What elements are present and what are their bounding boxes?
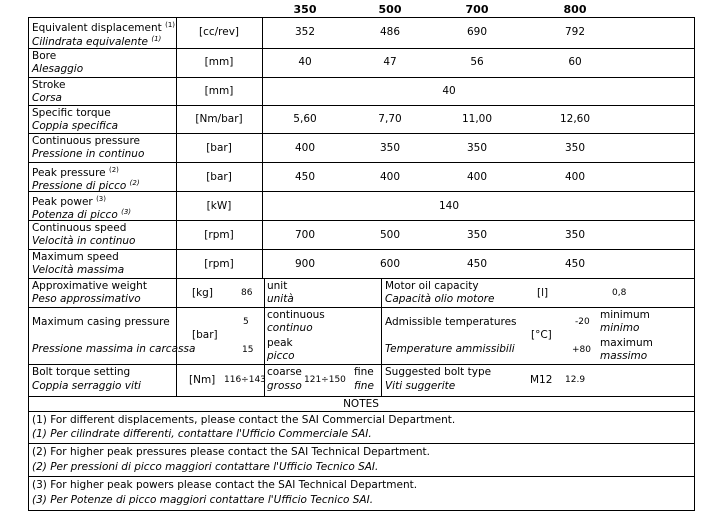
notes-title: NOTES bbox=[343, 398, 379, 410]
casing-continuous-label: continuous bbox=[267, 309, 325, 321]
col-header-800: 800 bbox=[563, 3, 587, 16]
col-line bbox=[262, 17, 263, 279]
casing-peak-value: 15 bbox=[242, 345, 254, 355]
col-line bbox=[176, 17, 177, 396]
unit-cell: [mm] bbox=[204, 85, 234, 97]
note-2: (2) For higher peak pressures please contact the SAI Technical Department. bbox=[32, 446, 430, 458]
value-cell: 690 bbox=[466, 26, 488, 38]
casing-peak-label: peak bbox=[267, 337, 293, 349]
bolt-coarse-value: 116÷143 bbox=[224, 375, 266, 385]
row-label-displacement-it bbox=[32, 33, 161, 49]
value-cell: 350 bbox=[564, 142, 586, 154]
casing-continuous-label-it: continuo bbox=[267, 322, 313, 334]
row-line bbox=[28, 162, 694, 163]
note-2-it: (2) Per pressioni di picco maggiori contattare l'Ufficio Tecnico SAI. bbox=[32, 461, 379, 473]
row-label-continuous-pressure: Continuous pressure bbox=[32, 135, 140, 147]
suggested-bolt-label-it: Viti suggerite bbox=[385, 380, 456, 392]
footnote-ref: (2) bbox=[108, 166, 119, 174]
table-bottom-line bbox=[28, 510, 694, 511]
unit-cell: [mm] bbox=[204, 56, 234, 68]
value-cell: 400 bbox=[294, 142, 316, 154]
note-1-it: (1) Per cilindrate differenti, contattare l'Ufficio Commerciale SAI. bbox=[32, 428, 372, 440]
label-it: Pressione di picco bbox=[32, 180, 127, 192]
table-left-border bbox=[28, 17, 29, 511]
row-label-bore: Bore bbox=[32, 50, 57, 62]
row-label-bolt-torque-it: Coppia serraggio viti bbox=[32, 380, 141, 392]
oil-capacity-label-it: Capacità olio motore bbox=[385, 293, 495, 305]
row-label-peak-power-it bbox=[32, 206, 131, 222]
row-line bbox=[28, 278, 694, 279]
row-label-continuous-pressure-it: Pressione in continuo bbox=[32, 148, 145, 160]
footnote-ref: (3) bbox=[96, 195, 106, 203]
temperature-label: Admissible temperatures bbox=[385, 316, 517, 328]
row-label-bore-it: Alesaggio bbox=[32, 63, 84, 75]
unit-cell: [bar] bbox=[192, 329, 218, 341]
row-label-weight: Approximative weight bbox=[32, 280, 147, 292]
value-cell: 60 bbox=[568, 56, 582, 68]
unit-cell: [Nm] bbox=[189, 374, 216, 386]
unit-cell: [cc/rev] bbox=[198, 26, 240, 38]
value-cell: 350 bbox=[466, 229, 488, 241]
row-line bbox=[28, 105, 694, 106]
value-cell: 350 bbox=[379, 142, 401, 154]
value-cell: 56 bbox=[470, 56, 484, 68]
footnote-ref: (1) bbox=[165, 21, 176, 29]
unit-cell: [rpm] bbox=[204, 229, 234, 241]
value-cell: 400 bbox=[379, 171, 401, 183]
value-cell: 486 bbox=[379, 26, 401, 38]
footnote-ref: (2) bbox=[129, 179, 140, 187]
row-line bbox=[28, 249, 694, 250]
col-header-350: 350 bbox=[293, 3, 317, 16]
col-line bbox=[381, 278, 382, 396]
unit-cell: [kg] bbox=[192, 287, 213, 299]
value-cell: 352 bbox=[294, 26, 316, 38]
oil-capacity-unit: [l] bbox=[537, 287, 549, 299]
value-cell: 900 bbox=[294, 258, 316, 270]
temperature-unit: [°C] bbox=[531, 329, 552, 341]
value-cell-merged: 140 bbox=[438, 200, 460, 212]
value-cell: 400 bbox=[466, 171, 488, 183]
value-cell: 450 bbox=[294, 171, 316, 183]
value-cell: 792 bbox=[564, 26, 586, 38]
row-label-weight-it: Peso approssimativo bbox=[32, 293, 141, 305]
value-cell: 47 bbox=[383, 56, 397, 68]
note-1: (1) For different displacements, please contact the SAI Commercial Department. bbox=[32, 414, 456, 426]
casing-continuous-value: 5 bbox=[243, 317, 249, 327]
temperature-min-label: minimum bbox=[600, 309, 650, 321]
temperature-min-label-it: minimo bbox=[600, 322, 640, 334]
table-top-line bbox=[28, 17, 694, 18]
oil-capacity-label: Motor oil capacity bbox=[385, 280, 479, 292]
row-label-casing-pressure-it: Pressione massima in carcassa bbox=[32, 343, 196, 355]
row-label-continuous-speed: Continuous speed bbox=[32, 222, 127, 234]
temperature-min-value: -20 bbox=[575, 317, 590, 327]
suggested-bolt-grade: 12.9 bbox=[565, 375, 586, 385]
row-label-bolt-torque: Bolt torque setting bbox=[32, 366, 131, 378]
row-line bbox=[28, 77, 694, 78]
bolt-fine-label-it: fine bbox=[354, 380, 374, 392]
row-line bbox=[28, 364, 694, 365]
unit-cell: [bar] bbox=[206, 142, 232, 154]
temperature-max-label: maximum bbox=[600, 337, 653, 349]
table-right-border bbox=[694, 17, 695, 511]
oil-capacity-value: 0,8 bbox=[612, 288, 627, 298]
row-line bbox=[28, 443, 694, 444]
bolt-coarse-label-it: grosso bbox=[267, 380, 302, 392]
unit-cell: [bar] bbox=[206, 171, 232, 183]
weight-unit-note-it: unità bbox=[267, 293, 294, 305]
row-line bbox=[28, 307, 694, 308]
row-line bbox=[28, 411, 694, 412]
value-cell: 450 bbox=[564, 258, 586, 270]
value-cell: 450 bbox=[466, 258, 488, 270]
row-label-continuous-speed-it: Velocità in continuo bbox=[32, 235, 136, 247]
casing-peak-label-it: picco bbox=[267, 350, 295, 362]
row-label-torque-it: Coppia specifica bbox=[32, 120, 119, 132]
row-label-max-speed: Maximum speed bbox=[32, 251, 119, 263]
label-en: Equivalent displacement bbox=[32, 22, 162, 34]
value-cell: 400 bbox=[564, 171, 586, 183]
weight-unit-note: unit bbox=[267, 280, 288, 292]
row-label-torque: Specific torque bbox=[32, 107, 111, 119]
row-label-casing-pressure: Maximum casing pressure bbox=[32, 316, 170, 328]
value-cell: 7,70 bbox=[378, 113, 402, 125]
weight-value: 86 bbox=[241, 288, 253, 298]
value-cell: 5,60 bbox=[293, 113, 317, 125]
row-line bbox=[28, 133, 694, 134]
row-line bbox=[28, 396, 694, 397]
row-label-stroke: Stroke bbox=[32, 79, 66, 91]
value-cell: 12,60 bbox=[559, 113, 591, 125]
row-label-stroke-it: Corsa bbox=[32, 92, 62, 104]
row-line bbox=[28, 476, 694, 477]
col-header-700: 700 bbox=[465, 3, 489, 16]
bolt-fine-value: 121÷150 bbox=[304, 375, 346, 385]
bolt-fine-label: fine bbox=[354, 366, 374, 378]
col-header-500: 500 bbox=[378, 3, 402, 16]
value-cell: 350 bbox=[564, 229, 586, 241]
label-it: Cilindrata equivalente bbox=[32, 36, 148, 48]
value-cell: 350 bbox=[466, 142, 488, 154]
label-it: Potenza di picco bbox=[32, 209, 118, 221]
bolt-coarse-label: coarse bbox=[267, 366, 302, 378]
unit-cell: [rpm] bbox=[204, 258, 234, 270]
value-cell: 500 bbox=[379, 229, 401, 241]
value-cell: 40 bbox=[298, 56, 312, 68]
suggested-bolt-type: M12 bbox=[530, 374, 553, 386]
temperature-label-it: Temperature ammissibili bbox=[385, 343, 515, 355]
label-en: Peak pressure bbox=[32, 167, 106, 179]
unit-cell: [Nm/bar] bbox=[195, 113, 243, 125]
temperature-max-label-it: massimo bbox=[600, 350, 648, 362]
row-label-peak-pressure-it bbox=[32, 177, 140, 193]
row-label-max-speed-it: Velocità massima bbox=[32, 264, 125, 276]
value-cell: 600 bbox=[379, 258, 401, 270]
note-3: (3) For higher peak powers please contact the SAI Technical Department. bbox=[32, 479, 418, 491]
unit-cell: [kW] bbox=[206, 200, 232, 212]
temperature-max-value: +80 bbox=[572, 345, 591, 355]
value-cell: 700 bbox=[294, 229, 316, 241]
footnote-ref: (1) bbox=[151, 35, 162, 43]
note-3-it: (3) Per Potenze di picco maggiori contattare l'Ufficio Tecnico SAI. bbox=[32, 494, 374, 506]
suggested-bolt-label: Suggested bolt type bbox=[385, 366, 492, 378]
value-cell: 11,00 bbox=[461, 113, 493, 125]
label-en: Peak power bbox=[32, 196, 93, 208]
value-cell-merged: 40 bbox=[442, 85, 456, 97]
footnote-ref: (3) bbox=[121, 208, 132, 216]
